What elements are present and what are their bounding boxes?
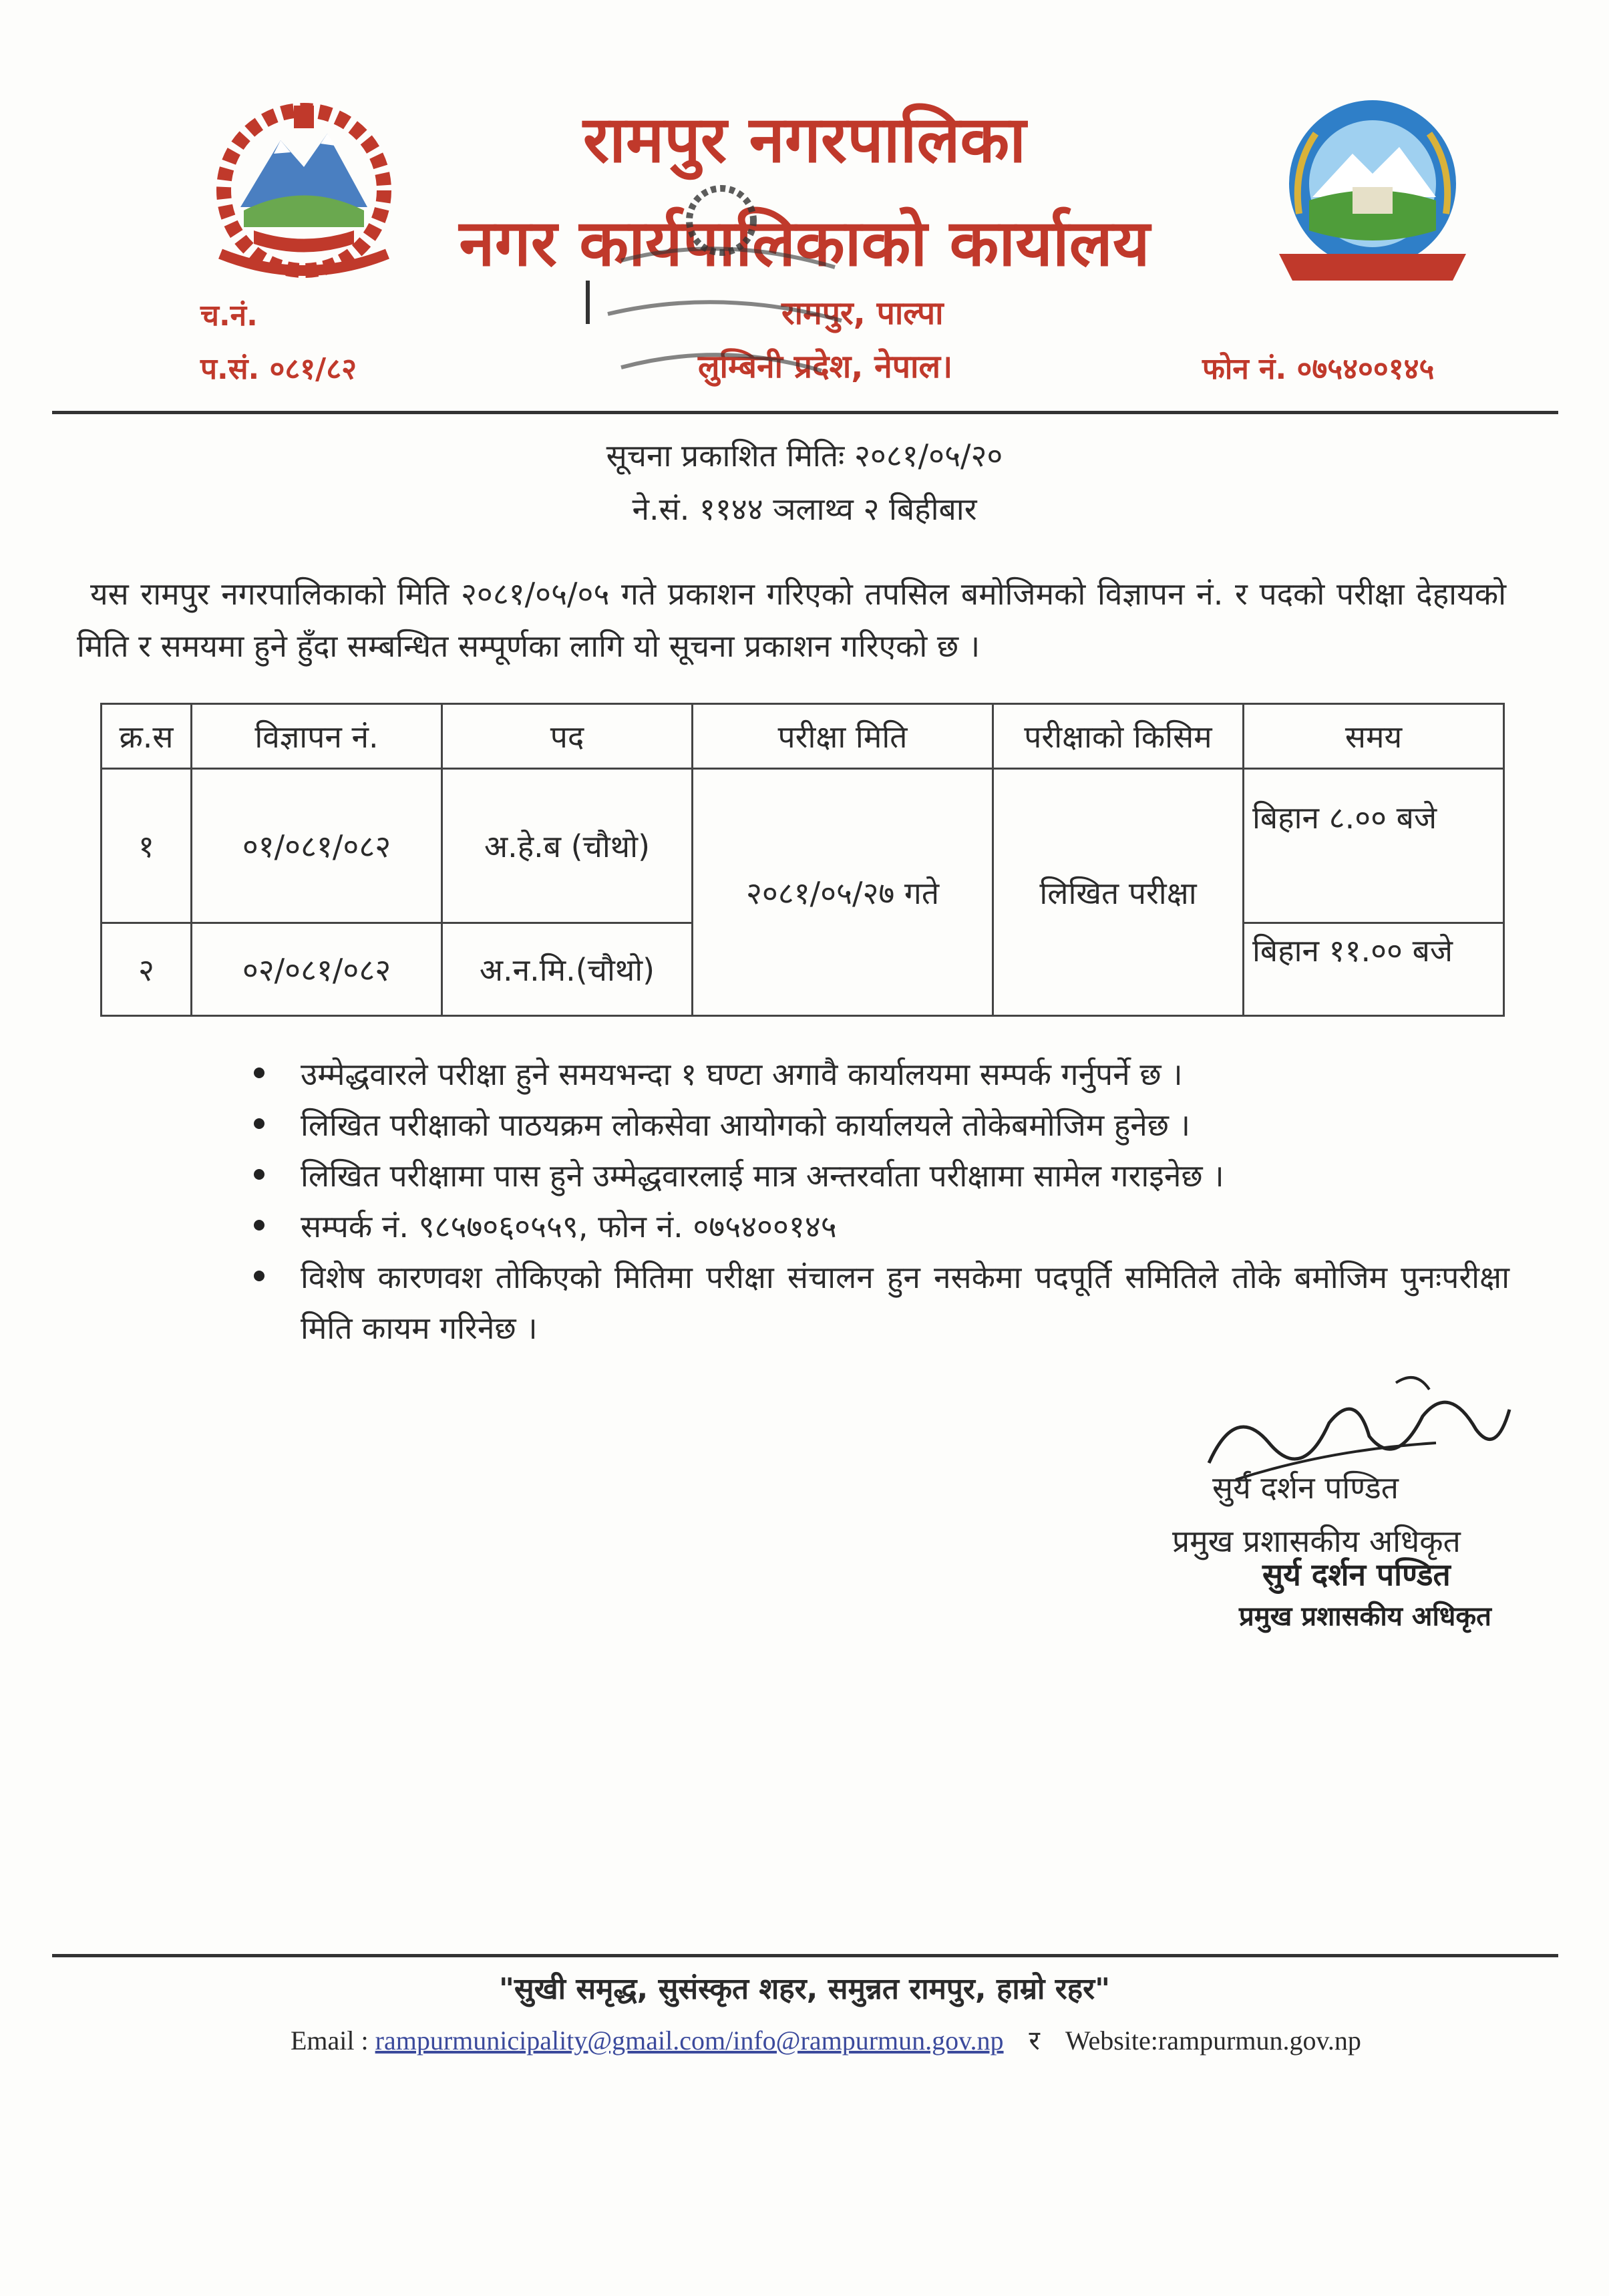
signature-stamp-name: सुर्य दर्शन पण्डित (1262, 1556, 1451, 1593)
header-exam-type: परीक्षाको किसिम (993, 704, 1244, 769)
header-time: समय (1244, 704, 1504, 769)
exam-schedule-table (100, 703, 1505, 1017)
office-phone: फोन नं. ०७५४००१४५ (1202, 352, 1435, 386)
header-post: पद (442, 704, 693, 769)
address-line-1: रामपुर, पाल्पा (781, 295, 944, 332)
nepal-sambat-date: ने.सं. ११४४ ञलाथ्व २ बिहीबार (632, 491, 977, 527)
website-text: Website:rampurmun.gov.np (1065, 2025, 1361, 2056)
list-item: उम्मेद्धवारले परीक्षा हुने समयभन्दा १ घण्टा अगावै कार्यालयमा सम्पर्क गर्नुपर्ने छ । (254, 1049, 1509, 1100)
bullet-icon (254, 1169, 264, 1180)
signatory-name: सुर्य दर्शन पण्डित (1212, 1470, 1399, 1506)
list-item: विशेष कारणवश तोकिएको मितिमा परीक्षा संचालन हुन नसकेमा पदपूर्ति समितिले तोके बमोजिम पुनःपरीक्षा मिति कायम गरिनेछ । (254, 1252, 1509, 1353)
row-time: बिहान ८.०० बजे (1244, 769, 1504, 923)
header-divider (52, 411, 1558, 414)
table-row (102, 769, 1504, 923)
row-post: अ.हे.ब (चौथो) (442, 769, 693, 923)
signatory-title: प्रमुख प्रशासकीय अधिकृत (1172, 1523, 1461, 1559)
row-time: बिहान ११.०० बजे (1244, 923, 1504, 1016)
office-stamp (581, 180, 862, 394)
signature-stamp-title: प्रमुख प्रशासकीय अधिकृत (1239, 1601, 1491, 1632)
published-date: सूचना प्रकाशित मितिः २०८१/०५/२० (606, 438, 1003, 474)
exam-type-cell: लिखित परीक्षा (993, 769, 1244, 1016)
chalani-number-label: च.नं. (200, 299, 258, 333)
bullet-icon (254, 1118, 264, 1129)
municipality-motto: "सुखी समृद्ध, सुसंस्कृत शहर, समुन्नत रामपुर, हाम्रो रहर" (498, 1972, 1111, 2006)
instruction-list (254, 1049, 1509, 1353)
row-ad-number: ०२/०८१/०८२ (192, 923, 442, 1016)
exam-date-cell: २०८१/०५/२७ गते (693, 769, 993, 1016)
email-link[interactable]: rampurmunicipality@gmail.com/info@rampurmun.gov.np (375, 2025, 1004, 2056)
bullet-icon (254, 1271, 264, 1281)
header-serial: क्र.स (102, 704, 192, 769)
municipality-title: रामपुर नगरपालिका (582, 102, 1027, 177)
contact-separator: र (1029, 2025, 1040, 2056)
office-title: नगर कार्यपालिकाको कार्यालय (459, 206, 1150, 281)
list-item: लिखित परीक्षामा पास हुने उम्मेद्धवारलाई मात्र अन्तरर्वाता परीक्षामा सामेल गराइनेछ । (254, 1150, 1509, 1201)
row-ad-number: ०१/०८१/०८२ (192, 769, 442, 923)
header-ad-number: विज्ञापन नं. (192, 704, 442, 769)
email-label: Email : (291, 2025, 369, 2056)
notice-body: यस रामपुर नगरपालिकाको मिति २०८१/०५/०५ गते प्रकाशन गरिएको तपसिल बमोजिमको विज्ञापन नं. र पदको परीक्षा देहायको मिति र समयमा हुने हुँदा सम्बन्धित सम्पूर्णका लागि यो सूचना प्रकाशन गरिएको छ । (77, 576, 1506, 664)
list-item: सम्पर्क नं. ९८५७०६०५५९, फोन नं. ०७५४००१४५ (254, 1201, 1509, 1252)
footer-divider (52, 1954, 1558, 1957)
header-exam-date: परीक्षा मिति (693, 704, 993, 769)
table-header-row (102, 704, 1504, 769)
row-serial: २ (102, 923, 192, 1016)
bullet-icon (254, 1220, 264, 1231)
row-serial: १ (102, 769, 192, 923)
patra-sankhya: प.सं. ०८१/८२ (200, 352, 357, 386)
address-line-2: लुम्बिनी प्रदेश, नेपाल। (698, 348, 953, 385)
contact-row (291, 2021, 1361, 2058)
list-item: लिखित परीक्षाको पाठयक्रम लोकसेवा आयोगको कार्यालयले तोकेबमोजिम हुनेछ । (254, 1100, 1509, 1150)
bullet-icon (254, 1068, 264, 1078)
row-post: अ.न.मि.(चौथो) (442, 923, 693, 1016)
